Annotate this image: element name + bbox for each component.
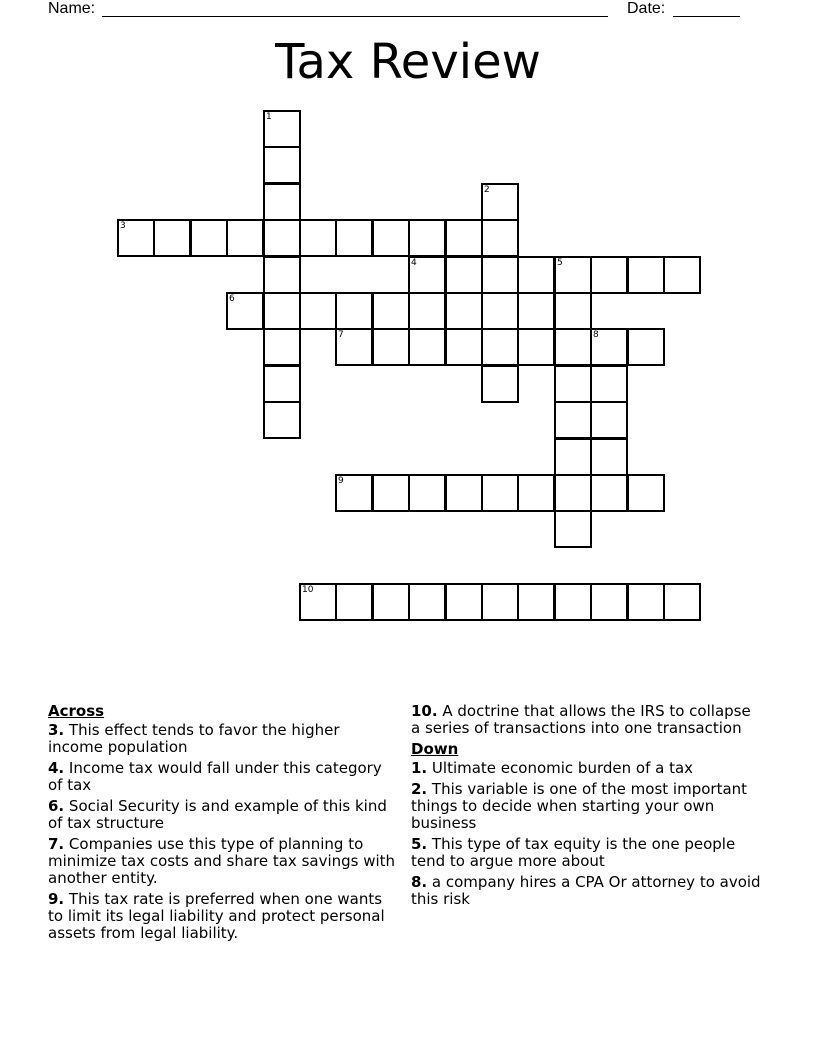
- crossword-cell[interactable]: [299, 219, 337, 257]
- clue-number: 9: [338, 476, 344, 486]
- crossword-cell[interactable]: [408, 474, 446, 512]
- crossword-cell[interactable]: [627, 256, 665, 294]
- crossword-cell[interactable]: [408, 219, 446, 257]
- crossword-cell[interactable]: [263, 146, 301, 184]
- crossword-cell[interactable]: [590, 583, 628, 621]
- crossword-cell[interactable]: [299, 292, 337, 330]
- crossword-cell[interactable]: [299, 583, 337, 621]
- crossword-cell[interactable]: [445, 474, 483, 512]
- crossword-cell[interactable]: [590, 365, 628, 403]
- crossword-cell[interactable]: [554, 474, 592, 512]
- crossword-cell[interactable]: [445, 219, 483, 257]
- crossword-cell[interactable]: [445, 292, 483, 330]
- crossword-cell[interactable]: [517, 328, 555, 366]
- clue-number: 2: [484, 185, 490, 195]
- clue-number: 5: [557, 258, 563, 268]
- crossword-cell[interactable]: [117, 219, 155, 257]
- crossword-cell[interactable]: [226, 292, 264, 330]
- crossword-cell[interactable]: [554, 365, 592, 403]
- crossword-cell[interactable]: [481, 583, 519, 621]
- clue-across-3: 3. This effect tends to favor the higher income population: [48, 721, 340, 756]
- crossword-cell[interactable]: [263, 292, 301, 330]
- crossword-cell[interactable]: [372, 219, 410, 257]
- page-title: Tax Review: [275, 34, 541, 90]
- crossword-cell[interactable]: [335, 328, 373, 366]
- crossword-cell[interactable]: [554, 401, 592, 439]
- crossword-cell[interactable]: [554, 328, 592, 366]
- crossword-cell[interactable]: [263, 110, 301, 148]
- crossword-cell[interactable]: [408, 256, 446, 294]
- clue-number: 1: [266, 112, 272, 122]
- clue-number: 4: [411, 258, 417, 268]
- crossword-cell[interactable]: [263, 401, 301, 439]
- crossword-cell[interactable]: [263, 183, 301, 221]
- crossword-cell[interactable]: [445, 328, 483, 366]
- crossword-cell[interactable]: [590, 256, 628, 294]
- crossword-cell[interactable]: [481, 292, 519, 330]
- crossword-cell[interactable]: [445, 256, 483, 294]
- clue-number: 3: [120, 221, 126, 231]
- crossword-cell[interactable]: [263, 256, 301, 294]
- crossword-cell[interactable]: [481, 365, 519, 403]
- clue-down-1: 1. Ultimate economic burden of a tax: [411, 759, 694, 777]
- crossword-cell[interactable]: [226, 219, 264, 257]
- clue-number: 8: [593, 330, 599, 340]
- crossword-cell[interactable]: [590, 438, 628, 476]
- crossword-cell[interactable]: [445, 583, 483, 621]
- crossword-cell[interactable]: [335, 219, 373, 257]
- crossword-cell[interactable]: [627, 328, 665, 366]
- crossword-cell[interactable]: [481, 256, 519, 294]
- crossword-cell[interactable]: [481, 328, 519, 366]
- crossword-cell[interactable]: [372, 474, 410, 512]
- clue-across-7: 7. Companies use this type of planning to minimize tax costs and share tax savings with another entity.: [48, 835, 396, 887]
- crossword-cell[interactable]: [554, 583, 592, 621]
- crossword-cell[interactable]: [263, 365, 301, 403]
- crossword-cell[interactable]: [263, 219, 301, 257]
- clues-right-column: [411, 703, 761, 912]
- crossword-cell[interactable]: [517, 292, 555, 330]
- down-heading: Down: [411, 740, 459, 758]
- crossword-cell[interactable]: [408, 292, 446, 330]
- clue-number: 7: [338, 330, 344, 340]
- date-label: Date:: [627, 0, 666, 17]
- crossword-cell[interactable]: [372, 328, 410, 366]
- crossword-cell[interactable]: [335, 292, 373, 330]
- crossword-cell[interactable]: [554, 510, 592, 548]
- clue-number: 10: [302, 585, 314, 595]
- crossword-cell[interactable]: [590, 401, 628, 439]
- crossword-cell[interactable]: [554, 438, 592, 476]
- crossword-cell[interactable]: [590, 474, 628, 512]
- crossword-cell[interactable]: [554, 292, 592, 330]
- clues-left-column: [48, 703, 398, 946]
- across-heading: Across: [48, 702, 105, 720]
- crossword-cell[interactable]: [554, 256, 592, 294]
- clue-across-10: 10. A doctrine that allows the IRS to collapse a series of transactions into one transaction: [411, 702, 751, 737]
- crossword-cell[interactable]: [517, 583, 555, 621]
- crossword-cell[interactable]: [481, 219, 519, 257]
- crossword-cell[interactable]: [263, 328, 301, 366]
- crossword-cell[interactable]: [517, 474, 555, 512]
- clue-down-2: 2. This variable is one of the most important things to decide when starting your own business: [411, 780, 748, 832]
- clue-across-9: 9. This tax rate is preferred when one wants to limit its legal liability and protect personal assets from legal liability.: [48, 890, 385, 942]
- clue-across-6: 6. Social Security is and example of this kind of tax structure: [48, 797, 387, 832]
- clue-across-4: 4. Income tax would fall under this category of tax: [48, 759, 382, 794]
- crossword-cell[interactable]: [590, 328, 628, 366]
- crossword-cell[interactable]: [372, 583, 410, 621]
- crossword-cell[interactable]: [190, 219, 228, 257]
- crossword-cell[interactable]: [627, 583, 665, 621]
- crossword-cell[interactable]: [335, 583, 373, 621]
- name-label: Name:: [48, 0, 96, 17]
- clue-down-8: 8. a company hires a CPA Or attorney to avoid this risk: [411, 873, 761, 908]
- crossword-cell[interactable]: [481, 474, 519, 512]
- crossword-cell[interactable]: [408, 583, 446, 621]
- clue-down-5: 5. This type of tax equity is the one people tend to argue more about: [411, 835, 736, 870]
- crossword-cell[interactable]: [153, 219, 191, 257]
- crossword-cell[interactable]: [663, 583, 701, 621]
- crossword-cell[interactable]: [408, 328, 446, 366]
- crossword-cell[interactable]: [663, 256, 701, 294]
- crossword-cell[interactable]: [372, 292, 410, 330]
- crossword-cell[interactable]: [481, 183, 519, 221]
- crossword-cell[interactable]: [627, 474, 665, 512]
- crossword-cell[interactable]: [335, 474, 373, 512]
- crossword-cell[interactable]: [517, 256, 555, 294]
- clue-number: 6: [229, 294, 235, 304]
